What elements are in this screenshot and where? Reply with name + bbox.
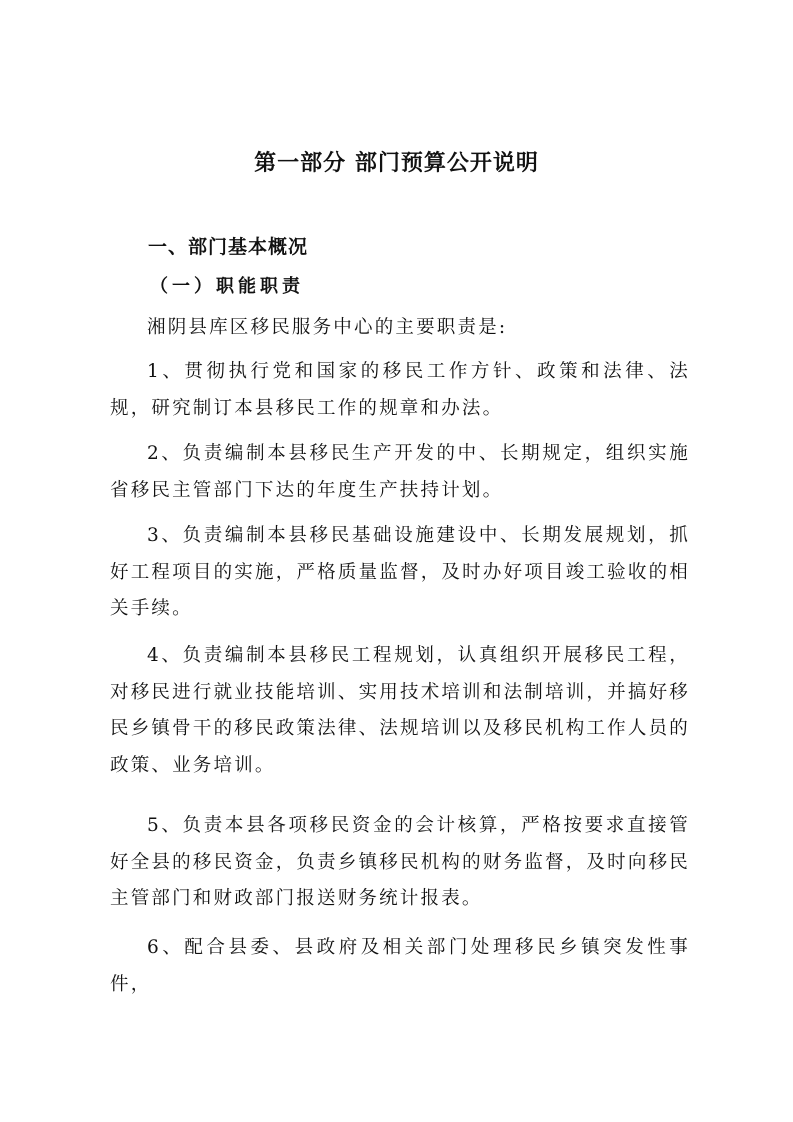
section-heading: 一、部门基本概况 bbox=[148, 236, 309, 258]
duty-item-3: 3、负责编制本县移民基础设施建设中、长期发展规划，抓好工程项目的实施，严格质量监督，及时办好项目竣工验收的相关手续。 bbox=[110, 525, 690, 619]
duty-item-1: 1、贯彻执行党和国家的移民工作方针、政策和法律、法规，研究制订本县移民工作的规章和办法。 bbox=[110, 361, 690, 419]
duty-item-5: 5、负责本县各项移民资金的会计核算，严格按要求直接管好全县的移民资金，负责乡镇移民机构的财务监督，及时向移民主管部门和财政部门报送财务统计报表。 bbox=[110, 815, 690, 909]
page-title: 第一部分 部门预算公开说明 bbox=[254, 151, 539, 176]
intro-paragraph: 湘阴县库区移民服务中心的主要职责是: bbox=[147, 317, 508, 338]
duty-item-6: 6、配合县委、县政府及相关部门处理移民乡镇突发性事件， bbox=[110, 937, 690, 995]
duty-item-4: 4、负责编制本县移民工程规划，认真组织开展移民工程，对移民进行就业技能培训、实用技术培训和法制培训，并搞好移民乡镇骨干的移民政策法律、法规培训以及移民机构工作人员的政策、业务培训。 bbox=[110, 645, 690, 776]
subsection-heading: （一）职能职责 bbox=[150, 276, 304, 297]
duty-item-2: 2、负责编制本县移民生产开发的中、长期规定，组织实施省移民主管部门下达的年度生产扶持计划。 bbox=[110, 443, 690, 501]
